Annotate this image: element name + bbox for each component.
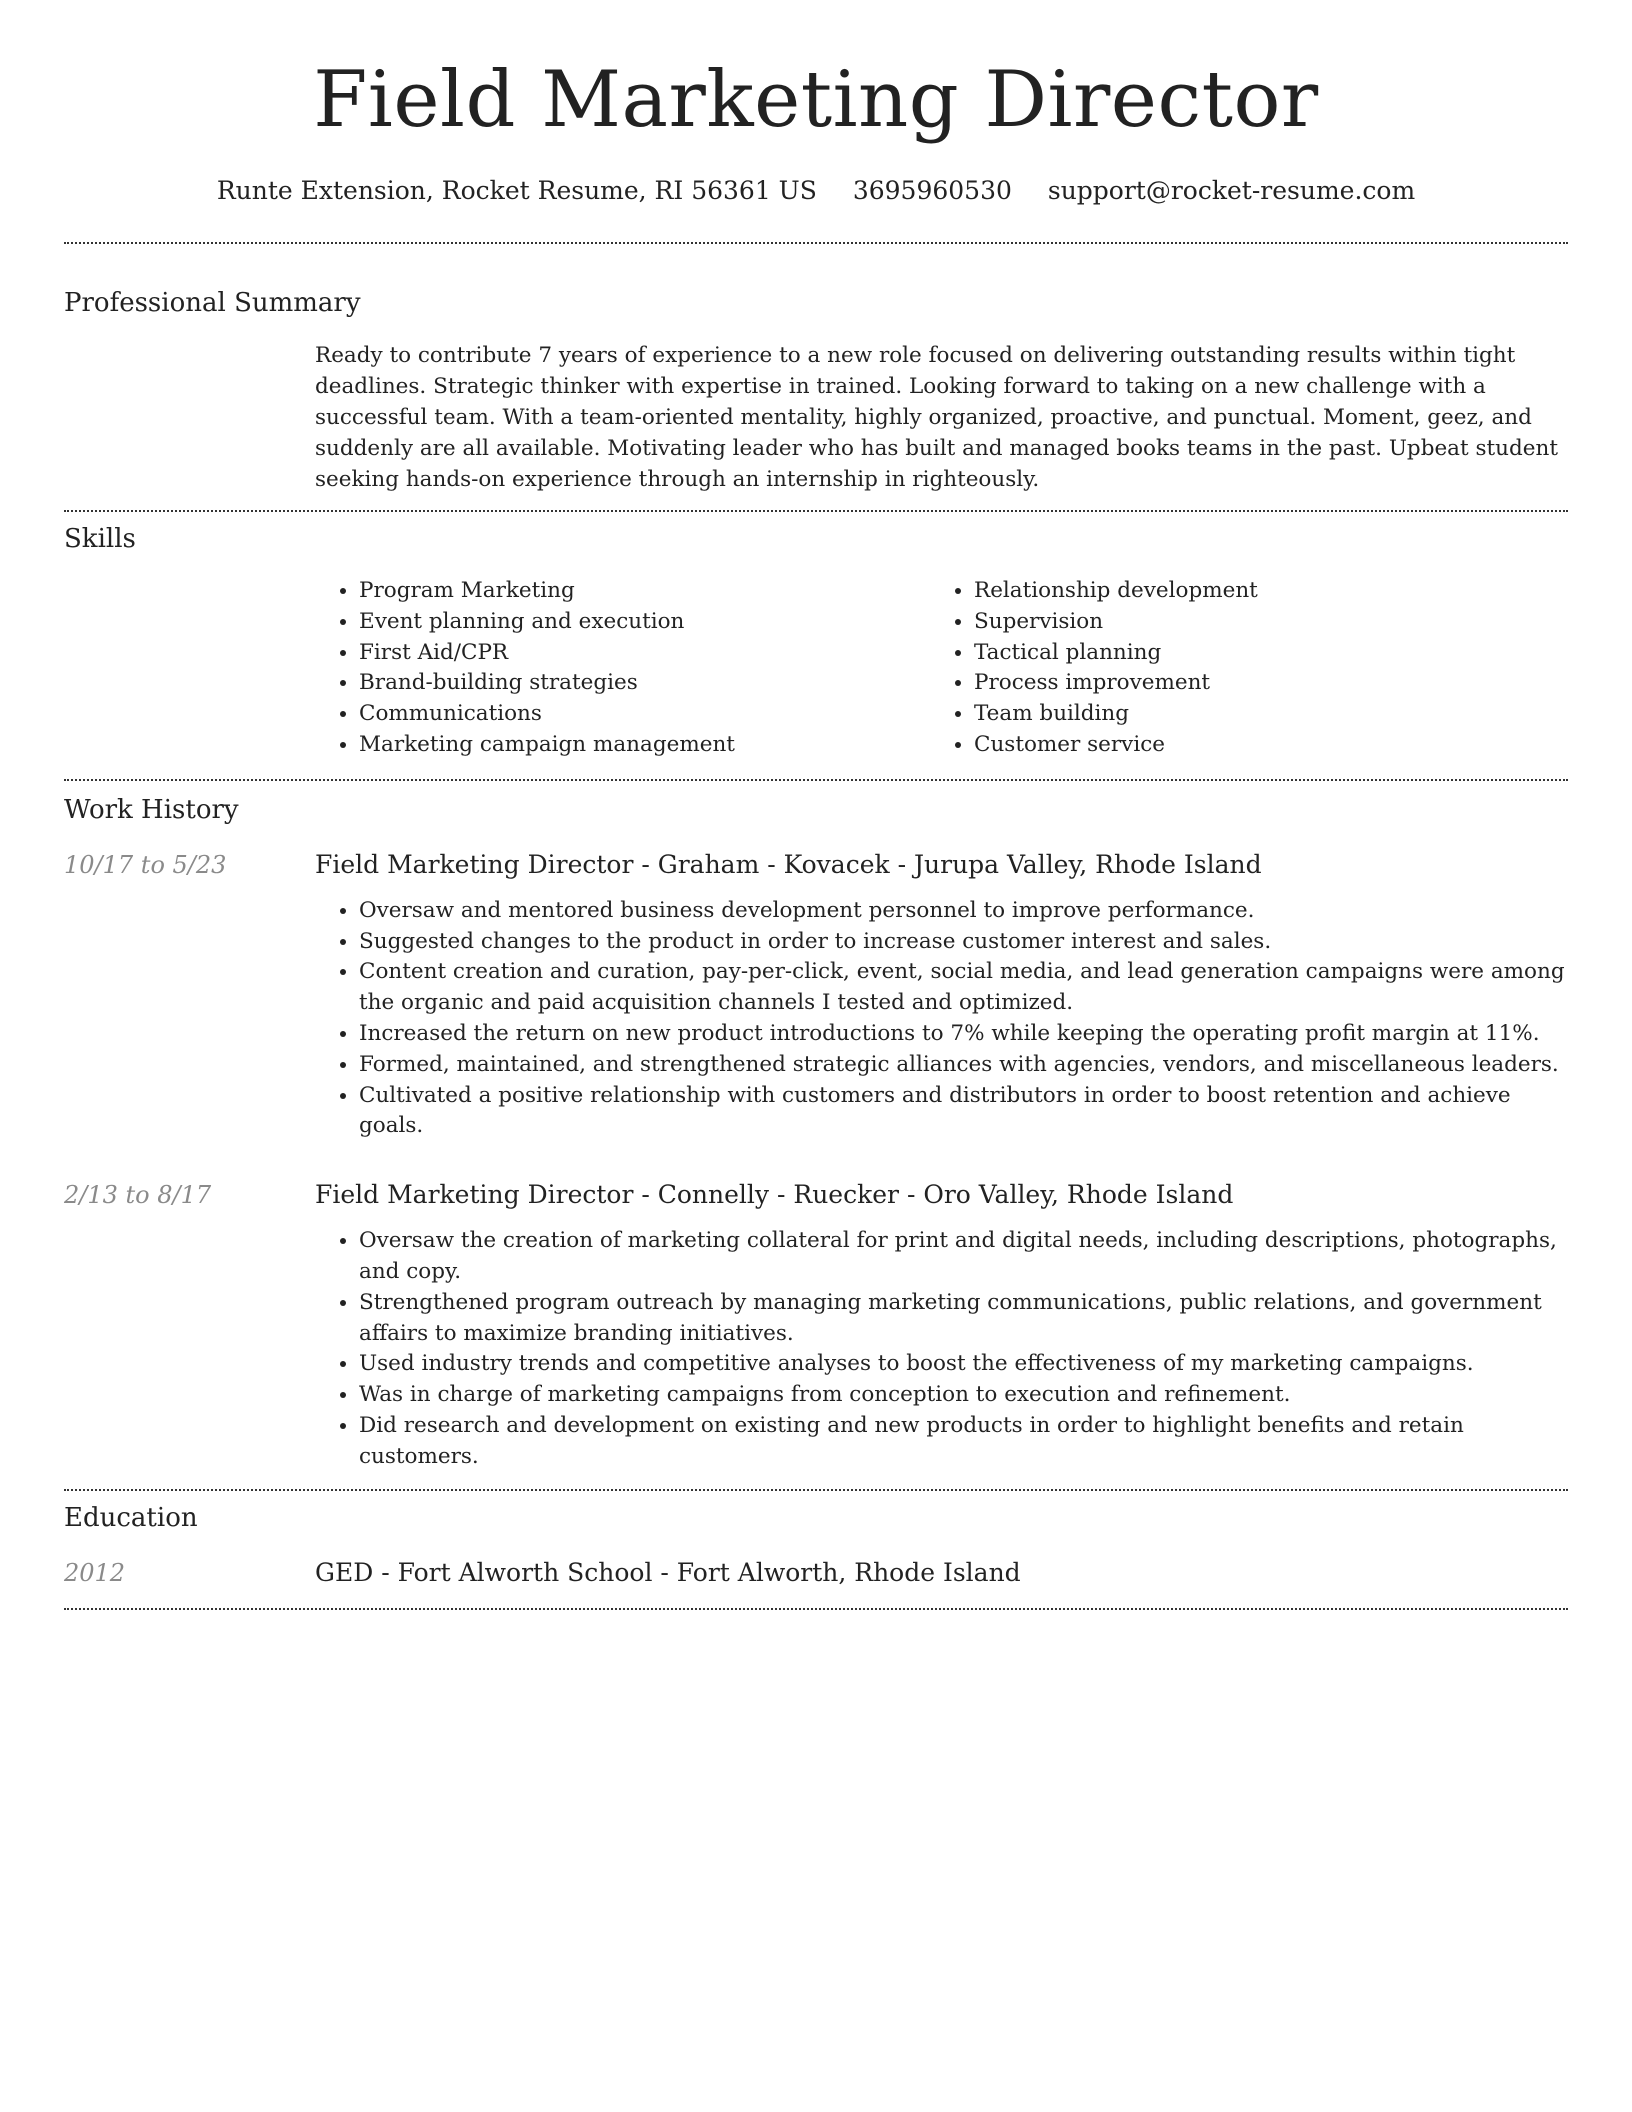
job-date: 2/13 to 8/17 bbox=[64, 1181, 212, 1210]
skill-item: • Team building bbox=[974, 699, 1258, 730]
contact-line bbox=[64, 174, 1568, 208]
list-item: • Oversaw the creation of marketing collateral for print and digital needs, including descriptions, photographs, and copy. bbox=[359, 1226, 1568, 1288]
skills-list-right bbox=[930, 576, 1258, 761]
skill-item: • Communications bbox=[359, 699, 930, 730]
skill-item: • Relationship development bbox=[974, 576, 1258, 607]
skill-item: • First Aid/CPR bbox=[359, 638, 930, 669]
job-entry bbox=[64, 848, 1568, 1142]
skill-item: • Event planning and execution bbox=[359, 607, 930, 638]
summary-title: Professional Summary bbox=[64, 288, 361, 318]
list-item: • Oversaw and mentored business development personnel to improve performance. bbox=[359, 896, 1568, 927]
skill-item: • Marketing campaign management bbox=[359, 730, 930, 761]
summary-row bbox=[64, 340, 1568, 495]
list-item: • Did research and development on existing and new products in order to highlight benefits and retain customers. bbox=[359, 1411, 1568, 1473]
job-bullets bbox=[315, 896, 1568, 1142]
divider-education bbox=[64, 1608, 1568, 1610]
skills-list-left bbox=[315, 576, 930, 761]
education-entry bbox=[64, 1556, 1568, 1590]
list-item: • Suggested changes to the product in order to increase customer interest and sales. bbox=[359, 927, 1568, 958]
skill-item: • Brand-building strategies bbox=[359, 668, 930, 699]
divider-summary bbox=[64, 510, 1568, 512]
job-heading: Field Marketing Director - Graham - Kovacek - Jurupa Valley, Rhode Island bbox=[315, 849, 1262, 879]
job-date: 10/17 to 5/23 bbox=[64, 850, 227, 879]
skills-columns bbox=[315, 576, 1568, 761]
contact-email: support@rocket-resume.com bbox=[1047, 176, 1416, 205]
skill-item: • Program Marketing bbox=[359, 576, 930, 607]
job-bullets bbox=[315, 1226, 1568, 1472]
summary-section bbox=[64, 286, 1568, 495]
job-heading: Field Marketing Director - Connelly - Ruecker - Oro Valley, Rhode Island bbox=[315, 1180, 1234, 1210]
skill-item: • Tactical planning bbox=[974, 638, 1258, 669]
skills-row bbox=[64, 576, 1568, 761]
list-item: • Used industry trends and competitive analyses to boost the effectiveness of my marketing campaigns. bbox=[359, 1349, 1568, 1380]
skill-item: • Process improvement bbox=[974, 668, 1258, 699]
contact-phone: 3695960530 bbox=[852, 176, 1012, 205]
candidate-name: Field Marketing Director bbox=[313, 55, 1319, 145]
education-date: 2012 bbox=[64, 1558, 126, 1587]
divider-header bbox=[64, 242, 1568, 244]
skills-title: Skills bbox=[64, 524, 136, 554]
skill-item: • Customer service bbox=[974, 730, 1258, 761]
summary-text: Ready to contribute 7 years of experience to a new role focused on delivering outstanding results within tight deadlines. Strategic thinker with expertise in trained. Looking forward to taking on a new challenge with a successful team. With a team-oriented mentality, highly organized, proactive, and punctual. Moment, geez, and suddenly are all available. Motivating leader who has built and managed books teams in the past. Upbeat student seeking hands-on experience through an internship in righteously. bbox=[315, 343, 1558, 492]
work-title: Work History bbox=[64, 794, 239, 825]
list-item: • Formed, maintained, and strengthened strategic alliances with agencies, vendors, and miscellaneous leaders. bbox=[359, 1050, 1568, 1081]
list-item: • Increased the return on new product introductions to 7% while keeping the operating profit margin at 11%. bbox=[359, 1019, 1568, 1050]
education-section bbox=[64, 1501, 1568, 1590]
list-item: • Cultivated a positive relationship with customers and distributors in order to boost retention and achieve goals. bbox=[359, 1081, 1568, 1143]
education-heading: GED - Fort Alworth School - Fort Alworth, Rhode Island bbox=[315, 1557, 1021, 1587]
skills-section bbox=[64, 522, 1568, 761]
divider-skills bbox=[64, 779, 1568, 781]
list-item: • Content creation and curation, pay-per-click, event, social media, and lead generation campaigns were among the organic and paid acquisition channels I tested and optimized. bbox=[359, 957, 1568, 1019]
work-section bbox=[64, 793, 1568, 1473]
list-item: • Strengthened program outreach by managing marketing communications, public relations, and government affairs to maximize branding initiatives. bbox=[359, 1288, 1568, 1350]
job-entry bbox=[64, 1178, 1568, 1472]
education-title: Education bbox=[64, 1502, 198, 1533]
list-item: • Was in charge of marketing campaigns from conception to execution and refinement. bbox=[359, 1380, 1568, 1411]
contact-address: Runte Extension, Rocket Resume, RI 56361 US bbox=[216, 176, 817, 205]
skill-item: • Supervision bbox=[974, 607, 1258, 638]
divider-work bbox=[64, 1489, 1568, 1491]
